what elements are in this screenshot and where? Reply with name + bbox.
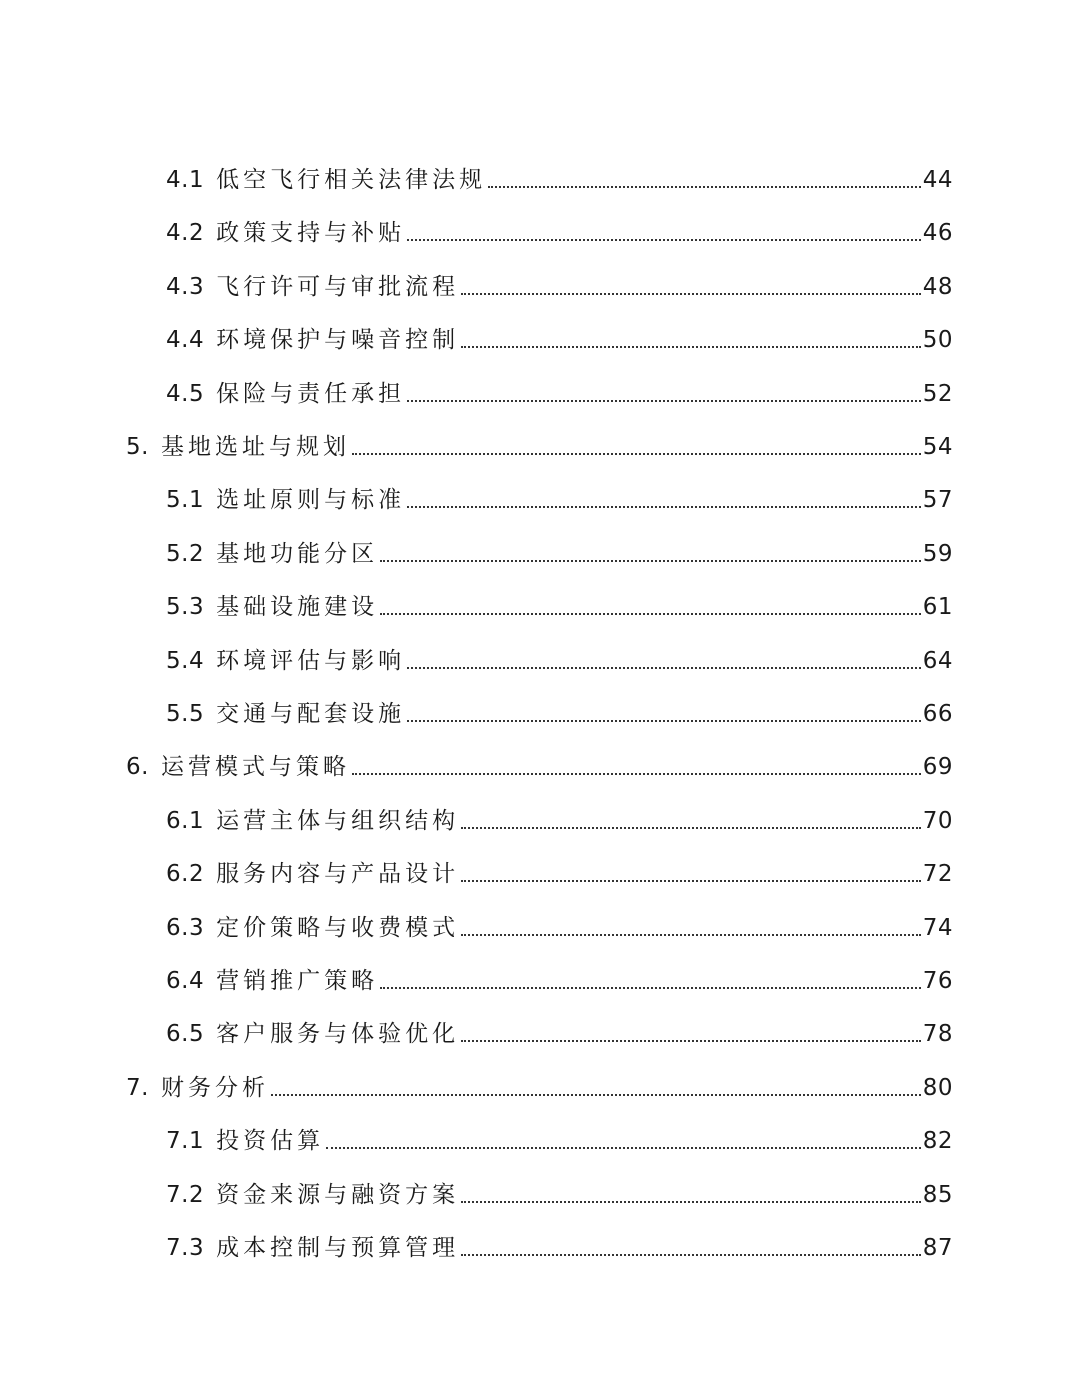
toc-entry-number: 7.	[126, 1074, 149, 1101]
toc-section-entry[interactable]	[166, 313, 953, 353]
toc-entry-title: 选址原则与标准	[216, 487, 406, 514]
toc-entry-number: 5.5	[166, 701, 205, 727]
toc-page-number: 69	[922, 754, 953, 781]
toc-section-entry[interactable]	[166, 1168, 953, 1208]
toc-entry-title: 基地功能分区	[216, 540, 379, 567]
toc-entry-number: 6.5	[166, 1021, 205, 1048]
toc-dot-leader	[407, 720, 921, 722]
toc-entry-title: 基础设施建设	[216, 594, 379, 621]
toc-entry-title: 成本控制与预算管理	[216, 1235, 460, 1261]
toc-page-number: 52	[922, 380, 953, 407]
toc-entry-number: 7.3	[166, 1235, 205, 1261]
toc-page-number: 87	[922, 1235, 953, 1261]
toc-dot-leader	[407, 239, 921, 241]
toc-page-number: 61	[922, 594, 953, 621]
toc-section-entry[interactable]	[166, 954, 953, 994]
toc-page-number: 46	[922, 220, 953, 247]
toc-section-entry[interactable]	[166, 794, 953, 834]
toc-section-entry[interactable]	[166, 367, 953, 407]
toc-entry-title: 交通与配套设施	[216, 701, 406, 727]
toc-entry-title: 客户服务与体验优化	[216, 1021, 460, 1048]
toc-entry-title: 基地选址与规划	[160, 434, 350, 460]
toc-page-number: 59	[922, 540, 953, 567]
toc-dot-leader	[407, 506, 921, 508]
toc-entry-title: 低空飞行相关法律法规	[216, 167, 487, 193]
toc-entry-number: 4.5	[166, 380, 205, 407]
toc-page-number: 78	[922, 1021, 953, 1048]
toc-section-entry[interactable]	[166, 527, 953, 567]
toc-dot-leader	[461, 1254, 921, 1256]
toc-entry-number: 6.2	[166, 861, 205, 888]
toc-entry-number: 5.3	[166, 594, 205, 621]
toc-section-entry[interactable]	[166, 847, 953, 887]
toc-section-entry[interactable]	[166, 473, 953, 513]
toc-entry-title: 环境评估与影响	[216, 647, 406, 674]
toc-page-number: 74	[922, 914, 953, 941]
toc-section-entry[interactable]	[166, 901, 953, 941]
toc-entry-number: 4.2	[166, 220, 205, 247]
toc-entry-number: 5.4	[166, 647, 205, 674]
toc-section-entry[interactable]	[166, 580, 953, 620]
toc-section-entry[interactable]	[166, 1221, 953, 1261]
toc-dot-leader	[271, 1094, 921, 1096]
toc-entry-title: 运营主体与组织结构	[216, 807, 460, 834]
toc-page-number: 82	[922, 1128, 953, 1155]
toc-page-number: 64	[922, 647, 953, 674]
toc-entry-title: 服务内容与产品设计	[216, 861, 460, 888]
toc-page-number: 54	[922, 434, 953, 460]
toc-dot-leader	[380, 560, 921, 562]
toc-dot-leader	[461, 293, 921, 295]
toc-dot-leader	[461, 1040, 921, 1042]
toc-entry-title: 政策支持与补贴	[216, 220, 406, 247]
toc-dot-leader	[352, 773, 921, 775]
toc-entry-title: 保险与责任承担	[216, 380, 406, 407]
toc-entry-title: 定价策略与收费模式	[216, 914, 460, 941]
toc-section-entry[interactable]	[166, 260, 953, 300]
toc-chapter-entry[interactable]	[126, 420, 953, 460]
toc-dot-leader	[461, 827, 921, 829]
toc-dot-leader	[461, 880, 921, 882]
toc-page-number: 70	[922, 807, 953, 834]
toc-chapter-entry[interactable]	[126, 1061, 953, 1101]
toc-page-number: 66	[922, 701, 953, 727]
toc-entry-title: 运营模式与策略	[160, 754, 350, 781]
toc-section-entry[interactable]	[166, 1007, 953, 1047]
toc-dot-leader	[407, 667, 921, 669]
toc-entry-number: 6.1	[166, 807, 205, 834]
toc-page-number: 50	[922, 327, 953, 354]
toc-page-number: 80	[922, 1074, 953, 1101]
toc-entry-number: 4.1	[166, 167, 205, 193]
toc-dot-leader	[380, 987, 921, 989]
toc-dot-leader	[461, 1201, 921, 1203]
toc-page-number: 48	[922, 273, 953, 300]
toc-entry-title: 飞行许可与审批流程	[216, 273, 460, 300]
toc-entry-title: 环境保护与噪音控制	[216, 327, 460, 354]
toc-section-entry[interactable]	[166, 1114, 953, 1154]
toc-section-entry[interactable]	[166, 634, 953, 674]
toc-entry-title: 营销推广策略	[216, 968, 379, 994]
toc-entry-number: 5.2	[166, 540, 205, 567]
toc-entry-number: 6.	[126, 754, 149, 781]
toc-page-number: 57	[922, 487, 953, 514]
toc-entry-number: 5.1	[166, 487, 205, 514]
toc-section-entry[interactable]	[166, 153, 953, 193]
toc-entry-number: 6.4	[166, 968, 205, 994]
toc-entry-number: 6.3	[166, 914, 205, 941]
toc-entry-number: 5.	[126, 434, 149, 460]
toc-dot-leader	[380, 613, 921, 615]
toc-page-number: 76	[922, 968, 953, 994]
toc-entry-number: 4.3	[166, 273, 205, 300]
toc-dot-leader	[326, 1147, 921, 1149]
toc-page-number: 85	[922, 1181, 953, 1208]
toc-chapter-entry[interactable]	[126, 740, 953, 780]
toc-dot-leader	[461, 934, 921, 936]
toc-entry-number: 7.2	[166, 1181, 205, 1208]
toc-section-entry[interactable]	[166, 206, 953, 246]
toc-entry-title: 财务分析	[160, 1074, 269, 1101]
toc-entry-title: 资金来源与融资方案	[216, 1181, 460, 1208]
toc-page-number: 72	[922, 861, 953, 888]
toc-dot-leader	[407, 400, 921, 402]
toc-entry-title: 投资估算	[216, 1128, 325, 1155]
toc-entry-number: 7.1	[166, 1128, 205, 1155]
toc-dot-leader	[488, 186, 921, 188]
toc-page-number: 44	[922, 167, 953, 193]
toc-section-entry[interactable]	[166, 687, 953, 727]
toc-entry-number: 4.4	[166, 327, 205, 354]
toc-dot-leader	[461, 346, 921, 348]
toc-dot-leader	[352, 453, 921, 455]
